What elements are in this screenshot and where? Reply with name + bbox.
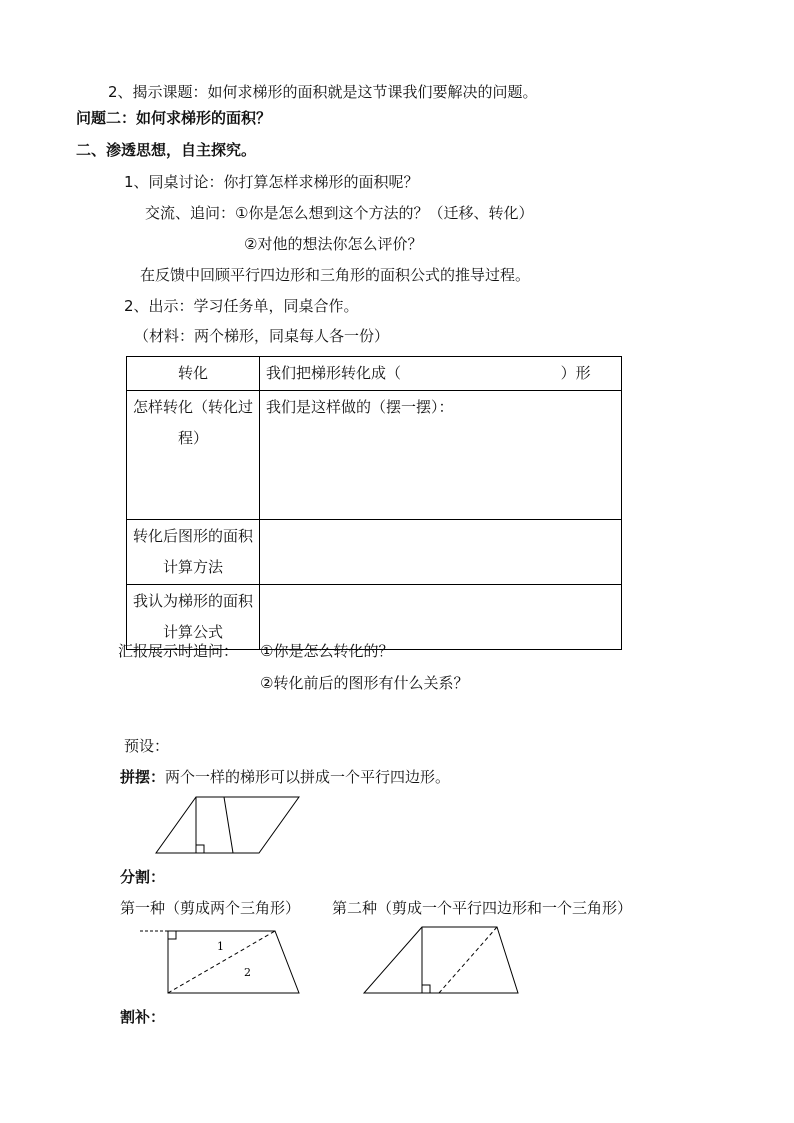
right-angle-mark <box>196 845 204 853</box>
trapezoid-join-line <box>224 797 233 853</box>
trapezoid-2-right-angle-mark <box>422 985 430 993</box>
table-head-formula: 我认为梯形的面积计算公式 <box>127 585 260 650</box>
table-head-transform: 转化 <box>127 357 260 391</box>
parallelogram-outline <box>156 797 299 853</box>
trapezoid-2-dashed-cut <box>439 927 497 993</box>
preset-label: 预设： <box>124 737 170 755</box>
followup-line-2: ②对他的想法你怎么评价？ <box>244 235 423 253</box>
topic-line: 2、揭示课题：如何求梯形的面积就是这节课我们要解决的问题。 <box>108 83 538 101</box>
materials-line: （材料：两个梯形，同桌每人各一份） <box>134 327 390 345</box>
discussion-line: 1、同桌讨论：你打算怎样求梯形的面积呢？ <box>124 173 419 191</box>
trapezoid-1-right-angle-mark <box>168 931 176 939</box>
transform-suffix: ）形 <box>560 364 591 382</box>
method-two-label: 第二种（剪成一个平行四边形和一个三角形） <box>332 899 633 917</box>
table-head-process: 怎样转化（转化过程） <box>127 391 260 520</box>
report-question-2: ②转化前后的图形有什么关系？ <box>260 674 469 692</box>
trapezoid-1-outline <box>168 931 299 993</box>
report-question-1: ①你是怎么转化的？ <box>260 642 394 660</box>
followup-line-1: 交流、追问：①你是怎么想到这个方法的？（迁移、转化） <box>145 204 534 222</box>
fenge-title: 分割： <box>120 868 166 886</box>
trapezoid-figure-2 <box>364 927 518 993</box>
trapezoid-2-outline <box>364 927 518 993</box>
pinbai-text: 两个一样的梯形可以拼成一个平行四边形。 <box>165 768 451 786</box>
pinbai-title: 拼摆： <box>120 768 166 786</box>
report-label: 汇报展示时追问： <box>118 642 239 660</box>
parallelogram-figure <box>156 797 299 853</box>
triangle-label-2: 2 <box>244 966 251 979</box>
method-one-label: 第一种（剪成两个三角形） <box>120 899 301 917</box>
triangle-label-1: 1 <box>217 940 224 953</box>
review-line: 在反馈中回顾平行四边形和三角形的面积公式的推导过程。 <box>140 266 531 284</box>
trapezoid-figure-1 <box>140 931 299 993</box>
question-two-heading: 问题二：如何求梯形的面积？ <box>76 109 272 127</box>
task-sheet-line: 2、出示：学习任务单，同桌合作。 <box>124 297 359 315</box>
table-head-area-method: 转化后图形的面积计算方法 <box>127 520 260 585</box>
table-cell-process: 我们是这样做的（摆一摆）： <box>260 391 622 520</box>
transform-prefix: 我们把梯形转化成（ <box>266 364 402 382</box>
gebu-title: 割补： <box>120 1008 166 1026</box>
section-two-heading: 二、渗透思想，自主探究。 <box>76 141 257 159</box>
